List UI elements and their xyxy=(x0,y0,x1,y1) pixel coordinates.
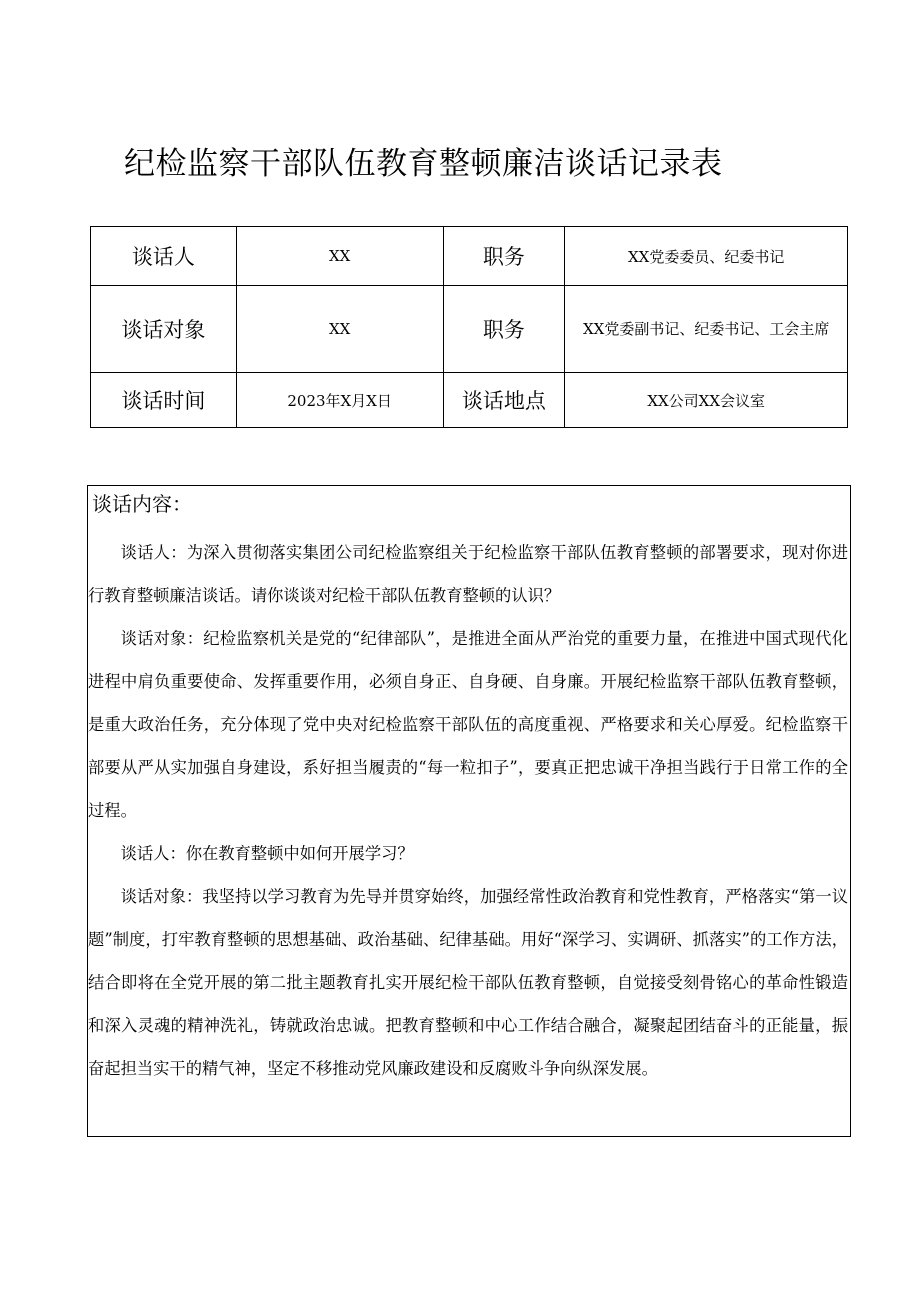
location-label: 谈话地点 xyxy=(443,373,565,428)
content-body xyxy=(88,531,848,1090)
paragraph: 谈话对象：我坚持以学习教育为先导并贯穿始终，加强经常性政治教育和党性教育，严格落实“第一议题”制度，打牢教育整顿的思想基础、政治基础、纪律基础。用好“深学习、实调研、抓落实”的工作方法，结合即将在全党开展的第二批主题教育扎实开展纪检干部队伍教育整顿，自觉接受刻骨铭心的革命性锻造和深入灵魂的精神洗礼，铸就政治忠诚。把教育整顿和中心工作结合融合，凝聚起团结奋斗的正能量，振奋起担当实干的精气神，坚定不移推动党风廉政建设和反腐败斗争向纵深发展。 xyxy=(88,887,848,1078)
table-row xyxy=(91,227,848,286)
interviewee-label: 谈话对象 xyxy=(91,286,237,373)
paragraph: 谈话对象：纪检监察机关是党的“纪律部队”，是推进全面从严治党的重要力量，在推进中国式现代化进程中肩负重要使命、发挥重要作用，必须自身正、自身硬、自身廉。开展纪检监察干部队伍教育整顿，是重大政治任务，充分体现了党中央对纪检监察干部队伍的高度重视、严格要求和关心厚爱。纪检监察干部要从严从实加强自身建设，系好担当履责的“每一粒扣子”，要真正把忠诚干净担当践行于日常工作的全过程。 xyxy=(88,629,848,820)
interviewee-value: XX xyxy=(236,286,443,373)
paragraph: 谈话人：你在教育整顿中如何开展学习？ xyxy=(120,844,414,863)
time-label: 谈话时间 xyxy=(91,373,237,428)
document-title: 纪检监察干部队伍教育整顿廉洁谈话记录表 xyxy=(124,146,723,182)
interviewer-label: 谈话人 xyxy=(91,227,237,286)
interviewer-value: XX xyxy=(236,227,443,286)
content-heading: 谈话内容： xyxy=(92,492,192,516)
location-value: XX公司XX会议室 xyxy=(565,373,848,428)
content-box xyxy=(87,485,851,1137)
info-table xyxy=(90,226,848,428)
position-label: 职务 xyxy=(443,286,565,373)
position-label: 职务 xyxy=(443,227,565,286)
interviewee-position-value: XX党委副书记、纪委书记、工会主席 xyxy=(565,286,848,373)
paragraph: 谈话人：为深入贯彻落实集团公司纪检监察组关于纪检监察干部队伍教育整顿的部署要求，现对你进行教育整顿廉洁谈话。请你谈谈对纪检干部队伍教育整顿的认识？ xyxy=(88,543,848,605)
time-value: 2023年X月X日 xyxy=(236,373,443,428)
interviewer-position-value: XX党委委员、纪委书记 xyxy=(565,227,848,286)
table-row xyxy=(91,373,848,428)
table-row xyxy=(91,286,848,373)
